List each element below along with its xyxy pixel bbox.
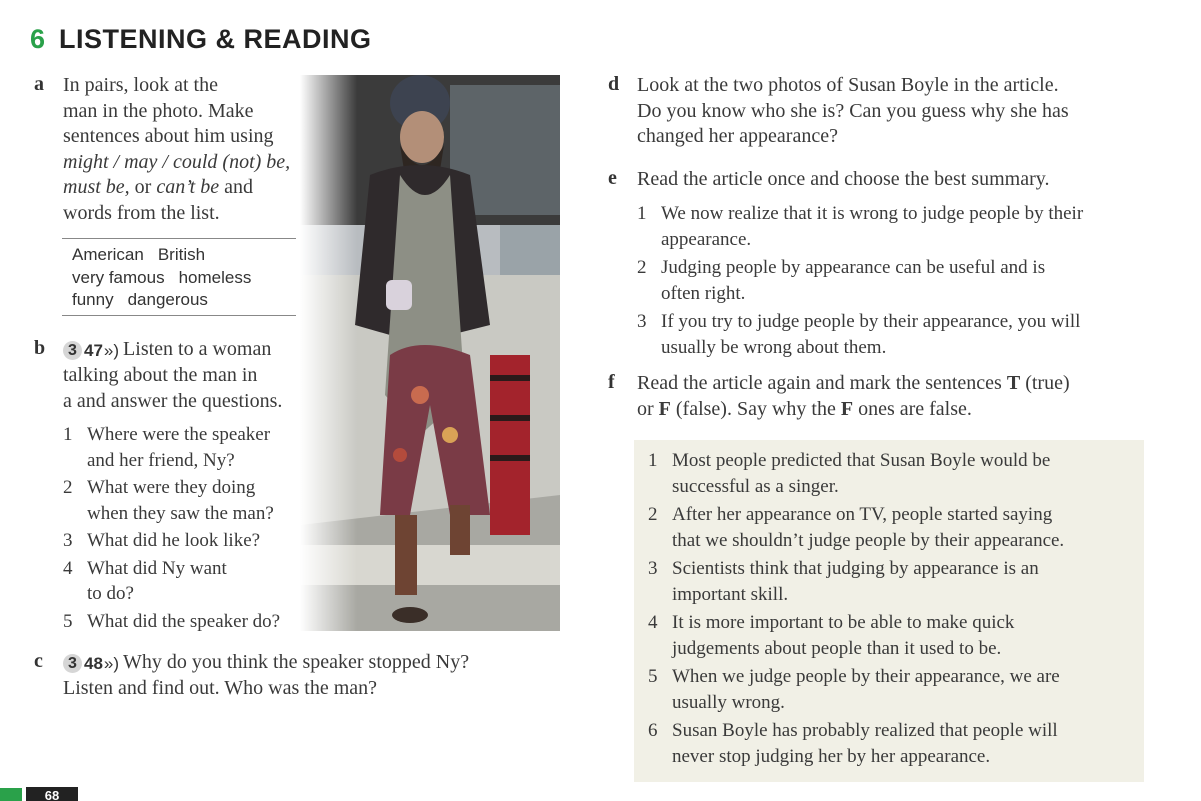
false-marker: F [840,397,854,420]
statement-text: It is more important to be able to make quick [672,612,1015,633]
section-b-line: talking about the man in [63,364,258,387]
section-b-letter: b [34,337,46,359]
section-a-line: man in the photo. Make [63,99,254,122]
section-d-line: changed her appearance? [637,125,838,147]
word-item: dangerous [127,290,208,309]
section-d-line: Do you know who she is? Can you guess why she has [637,99,1069,122]
word-item: homeless [178,267,252,287]
section-a-line: In pairs, look at the [63,74,218,96]
question-text: What were they doing [87,477,256,498]
question-text: when they saw the man? [87,502,274,524]
question-number: 3 [63,530,73,551]
question-item [63,475,313,526]
statement-number: 5 [648,666,658,687]
section-d-line: Look at the two photos of Susan Boyle in the article. [637,74,1059,96]
statement-text: After her appearance on TV, people started saying [672,504,1053,525]
question-item [63,422,313,473]
option-text: usually be wrong about them. [661,336,887,358]
section-d-instructions [637,73,1157,150]
summary-option [637,255,1157,306]
section-b-instructions [63,337,333,414]
question-text: and her friend, Ny? [87,449,235,471]
question-text: to do? [87,583,134,604]
false-marker: F [658,397,671,420]
statement-text: successful as a singer. [672,475,839,497]
question-text: Where were the speaker [87,424,271,445]
question-number: 1 [63,424,73,445]
section-f-text: or [637,397,659,420]
section-f-text: (true) [1020,372,1070,394]
section-a-instructions [63,73,303,226]
word-item: American [72,245,144,264]
section-a-line [63,150,303,176]
question-item [63,528,313,554]
section-b-line: a and answer the questions. [63,389,283,412]
audio-icon: ») [103,340,120,360]
statement-number: 6 [648,720,658,741]
option-text: Judging people by appearance can be useful and is [661,257,1046,278]
true-false-statements [648,448,1138,769]
section-c-line: Listen and find out. Who was the man? [63,677,378,700]
section-f-text: (false). Say why the [670,397,841,420]
audio-track-button[interactable] [63,338,123,364]
option-number: 2 [637,257,647,278]
statement-item [648,718,1138,769]
section-b-text: Listen to a woman [123,338,272,360]
section-e-letter: e [608,167,617,189]
audio-track-button[interactable] [63,651,123,677]
section-f-text: Read the article again and mark the sentences [637,372,1007,394]
summary-option [637,201,1157,252]
question-number: 5 [63,610,73,632]
page-number: 68 [26,787,78,801]
cd-number: 3 [63,654,82,673]
section-c-instructions [63,650,543,702]
section-f-letter: f [608,371,615,393]
question-item [63,609,313,635]
section-d-letter: d [608,73,620,95]
section-f-line [637,397,1157,423]
statement-text: never stop judging her by her appearance. [672,745,991,767]
option-text: often right. [661,282,746,304]
section-e-instructions: Read the article once and choose the best summary. [637,168,1050,190]
must-be-text: must be, [63,176,130,198]
statement-item [648,664,1138,715]
question-number: 4 [63,557,73,579]
word-item: funny [72,290,114,309]
option-number: 3 [637,311,647,332]
modal-verbs-text: might / may / could (not) be, [63,150,291,173]
statement-item [648,502,1138,553]
statement-text: usually wrong. [672,691,785,713]
question-text: What did Ny want [87,557,227,579]
option-number: 1 [637,203,647,224]
statement-item [648,556,1138,607]
section-title: LISTENING & READING [59,24,372,54]
section-header [30,24,372,58]
option-text: appearance. [661,228,752,250]
section-c-line [63,650,543,676]
statement-text: that we shouldn’t judge people by their appearance. [672,529,1065,551]
section-b-line [63,337,333,363]
track-number: 47 [84,340,103,360]
statement-item [648,448,1138,499]
cd-number: 3 [63,341,82,360]
word-item: very famous [72,267,165,287]
question-number: 2 [63,477,73,498]
statement-text: When we judge people by their appearance, we are [672,666,1060,687]
section-e-options [637,201,1157,360]
statement-number: 4 [648,612,658,633]
statement-number: 2 [648,504,658,525]
or-text: or [129,176,157,198]
section-a-line: sentences about him using [63,125,274,147]
summary-option [637,309,1157,360]
man-photo [300,75,560,631]
word-list-box [62,238,296,316]
track-number: 48 [84,653,103,673]
section-a-line: words from the list. [63,201,220,224]
section-c-letter: c [34,650,43,672]
statement-text: judgements about people than it used to be. [672,637,1002,659]
true-marker: T [1006,372,1021,394]
section-f-text: ones are false. [853,397,972,420]
statement-number: 1 [648,450,658,471]
statement-text: Susan Boyle has probably realized that people will [672,720,1058,741]
audio-icon: ») [103,653,120,673]
statement-number: 3 [648,558,658,579]
and-text: and [219,176,253,198]
option-text: If you try to judge people by their appearance, you will [661,311,1081,332]
section-a-line [63,175,303,201]
word-item: British [157,245,206,264]
statement-item [648,610,1138,661]
question-item [63,556,313,607]
section-a-letter: a [34,73,44,95]
page-tab [0,788,22,801]
cant-be-text: can’t be [156,176,220,198]
section-f-instructions [637,371,1157,422]
question-text: What did the speaker do? [87,610,281,632]
section-c-text: Why do you think the speaker stopped Ny? [123,651,470,673]
section-number: 6 [30,24,46,54]
section-f-line [637,371,1157,397]
option-text: We now realize that it is wrong to judge people by their [661,203,1084,224]
statement-text: important skill. [672,583,789,605]
statement-text: Scientists think that judging by appearance is an [672,558,1039,579]
statement-text: Most people predicted that Susan Boyle would be [672,450,1051,471]
question-text: What did he look like? [87,530,261,551]
section-b-questions [63,422,313,634]
